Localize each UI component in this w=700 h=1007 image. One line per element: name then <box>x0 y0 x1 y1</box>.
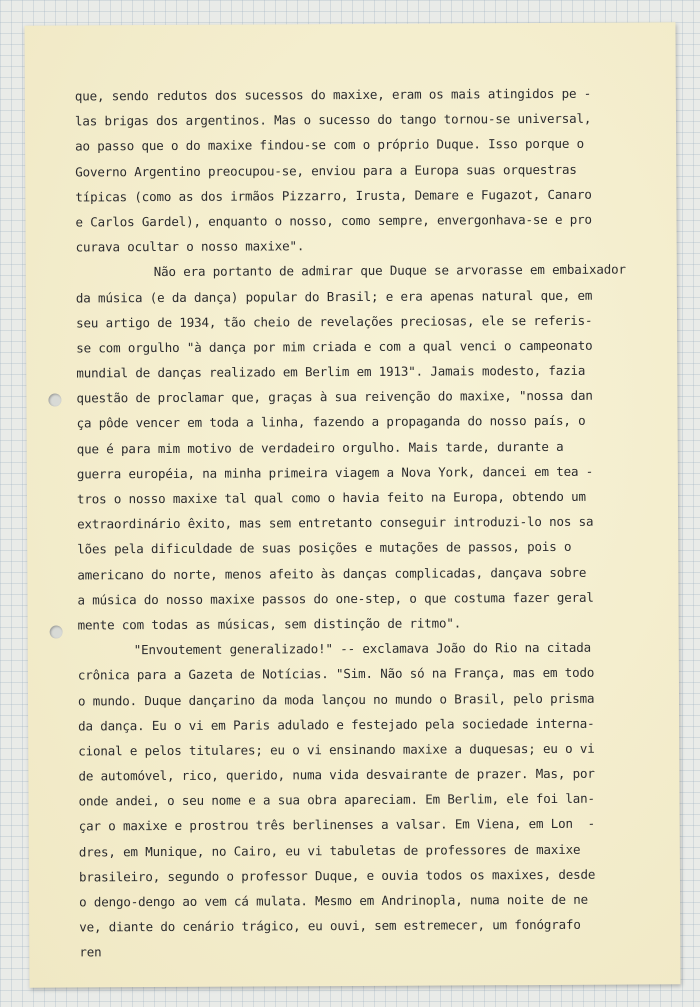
text-line: questão de proclamar que, graças à sua reivenção do maxixe, "nossa dan <box>76 387 593 406</box>
text-line: çar o maxixe e prostrou três berlinenses a valsar. Em Viena, em Lon - <box>78 816 596 834</box>
punch-hole-top <box>48 394 61 407</box>
text-line: ren <box>79 944 102 960</box>
text-line: brasileiro, segundo o professor Duque, e ouvia todos os maxixes, desde <box>78 866 596 885</box>
text-line: ve, diante do cenário trágico, eu ouvi, sem estremecer, um fonógrafo <box>79 916 581 935</box>
text-line: a música do nosso maxixe passos do one-step, o que costuma fazer geral <box>77 589 594 608</box>
text-line: que, sendo redutos dos sucessos do maxixe, eram os mais atingidos pe - <box>74 85 592 104</box>
text-line: tros o nosso maxixe tal qual como o havia feito na Europa, obtendo um <box>76 488 586 507</box>
text-line: mente com todas as músicas, sem distinção de ritmo". <box>77 615 462 633</box>
text-line: curava ocultar o nosso maxixe". <box>75 238 305 255</box>
text-line: onde andei, o seu nome e a sua obra apareciam. Em Berlim, ele foi lan- <box>78 790 595 809</box>
text-line: dres, em Munique, no Cairo, eu vi tabuletas de professores de maxixe <box>78 841 581 860</box>
text-line: seu artigo de 1934, tão cheio de revelações preciosas, ele se referis- <box>76 312 593 331</box>
text-line: extraordinário êxito, mas sem entretanto conseguir introduzi-lo nos sa <box>77 513 594 532</box>
text-line: que é para mim motivo de verdadeiro orgulho. Mais tarde, durante a <box>76 438 564 457</box>
text-line: las brigas dos argentinos. Mas o sucesso do tango tornou-se universal, <box>74 110 592 129</box>
paper-sheet <box>24 22 680 987</box>
text-line: "Envoutement generalizado!" -- exclamava João do Rio na citada <box>133 639 592 658</box>
typed-text <box>75 80 670 965</box>
text-line: Governo Argentino preocupou-se, enviou para a Europa suas orquestras <box>75 161 577 180</box>
text-line: ça pôde vencer em toda a linha, fazendo a propaganda do nosso país, o <box>76 413 586 431</box>
text-line: de automóvel, rico, querido, numa vida desvairante de prazer. Mas, por <box>78 765 595 784</box>
text-line: crônica para a Gazeta de Notícias. "Sim. Não só na França, mas em todo <box>77 665 595 683</box>
text-line: guerra européia, na minha primeira viagem a Nova York, dancei em tea - <box>76 463 594 482</box>
text-line: cional e pelos titulares; eu o vi ensinando maxixe a duquesas; eu o vi <box>78 740 595 759</box>
text-line: da música (e da dança) popular do Brasil; e era apenas natural que, em <box>75 287 593 305</box>
text-line: americano do norte, menos afeito às danças complicadas, dançava sobre <box>77 564 587 583</box>
text-line: da dança. Eu o vi em Paris adulado e festejado pela sociedade interna- <box>78 715 595 734</box>
text-line: típicas (como as dos irmãos Pizzarro, Irusta, Demare e Fugazot, Canaro <box>75 186 592 205</box>
text-line: mundial de danças realizado em Berlim em 1913". Jamais modesto, fazia <box>76 362 586 381</box>
text-line: ao passo que o do maxixe findou-se com o próprio Duque. Isso porque o <box>75 136 585 154</box>
punch-hole-bottom <box>50 626 63 639</box>
text-line: se com orgulho "à dança por mim criada e com a qual venci o campeonato <box>76 337 593 356</box>
text-line: lões pela dificuldade de suas posições e mutações de passos, pois o <box>77 539 572 557</box>
text-line: o mundo. Duque dançarino da moda lançou no mundo o Brasil, pelo prisma <box>77 690 595 708</box>
text-line: Não era portanto de admirar que Duque se arvorasse em embaixador <box>153 261 626 280</box>
text-line: e Carlos Gardel), enquanto o nosso, como sempre, envergonhava-se e pro <box>75 211 592 230</box>
text-line: o dengo-dengo ao vem cá mulata. Mesmo em Andrinopla, numa noite de ne <box>79 891 589 910</box>
